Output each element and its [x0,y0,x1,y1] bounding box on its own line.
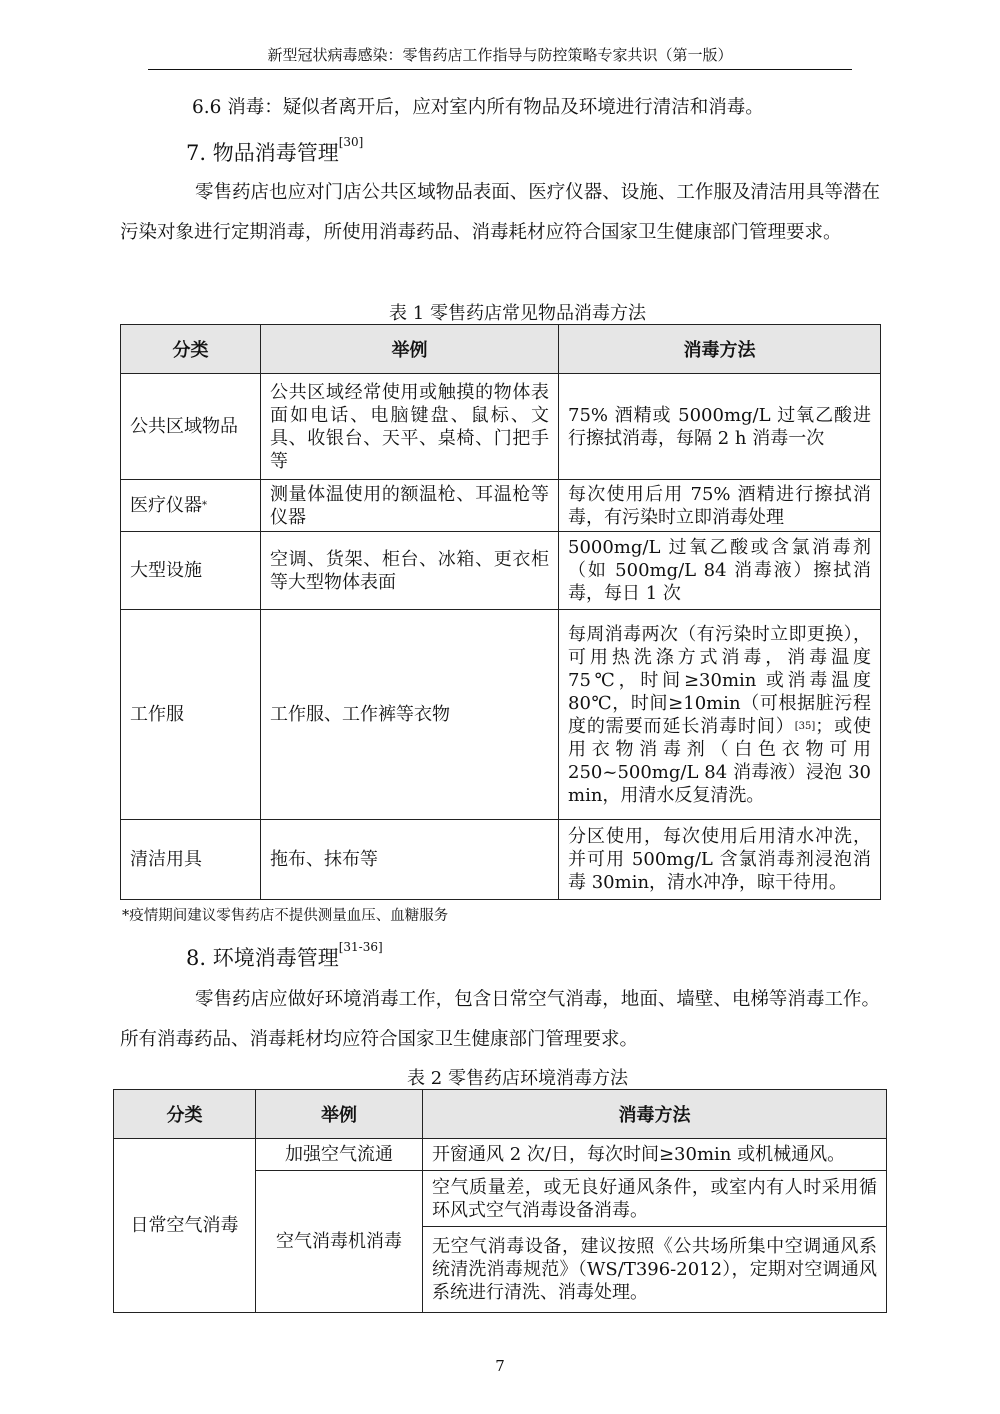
section-7-heading [186,137,363,167]
table-2-caption: 表 2 零售药店环境消毒方法 [407,1068,628,1089]
section-8-heading-text: 8. 环境消毒管理 [186,946,339,970]
row-example: 测量体温使用的额温枪、耳温枪等仪器 [261,480,559,532]
table-1 [120,324,881,900]
table-row [121,610,881,820]
table-2-header-method: 消毒方法 [423,1090,887,1139]
table-2-header-category: 分类 [114,1090,256,1139]
table-1-footnote: *疫情期间建议零售药店不提供测量血压、血糖服务 [122,908,449,924]
footnote-marker: * [202,500,207,511]
section-8-ref: [31-36] [338,940,383,954]
table-2 [113,1089,887,1313]
section-7-ref: [30] [338,135,364,149]
row-example: 公共区域经常使用或触摸的物体表面如电话、电脑键盘、鼠标、文具、收银台、天平、桌椅、门把手等 [261,374,559,480]
section-8-heading [186,942,383,972]
citation-ref: [35] [794,720,816,732]
row-category [121,480,261,532]
table-row [121,820,881,900]
section-7-paragraph: 零售药店也应对门店公共区域物品表面、医疗仪器、设施、工作服及清洁用具等潜在污染对象进行定期消毒，所使用消毒药品、消毒耗材应符合国家卫生健康部门管理要求。 [120,182,880,243]
row-category: 大型设施 [121,532,261,610]
row-method: 75% 酒精或 5000mg/L 过氧乙酸进行擦拭消毒，每隔 2 h 消毒一次 [559,374,881,480]
row-example: 加强空气流通 [256,1139,423,1171]
table-row [114,1139,887,1171]
table-1-header-row [121,325,881,374]
row-method: 空气质量差，或无良好通风条件，或室内有人时采用循环风式空气消毒设备消毒。 [423,1171,887,1227]
row-method: 开窗通风 2 次/日，每次时间≥30min 或机械通风。 [423,1139,887,1171]
row-method-text-cont: ；或使用衣物消毒剂（白色衣物可用 250~500mg/L 84 消毒液）浸泡 30 min，用清水反复清洗。 [568,715,871,806]
row-method [559,610,881,820]
row-example: 工作服、工作裤等衣物 [261,610,559,820]
table-2-header-row [114,1090,887,1139]
row-method-text: 每周消毒两次（有污染时立即更换），可用热洗涤方式消毒，消毒温度 75℃，时间≥30min 或消毒温度 80℃，时间≥10min（可根据脏污程度的需要而延长消毒时间） [568,623,871,737]
table-1-header-example: 举例 [261,325,559,374]
row-example: 拖布、抹布等 [261,820,559,900]
table-row [121,480,881,532]
header-rule [148,69,852,70]
row-example: 空调、货架、柜台、冰箱、更衣柜等大型物体表面 [261,532,559,610]
row-method: 分区使用，每次使用后用清水冲洗，并可用 500mg/L 含氯消毒剂浸泡消毒 30min，清水冲净，晾干待用。 [559,820,881,900]
table-1-header-category: 分类 [121,325,261,374]
row-category: 工作服 [121,610,261,820]
table-1-header-method: 消毒方法 [559,325,881,374]
row-example: 空气消毒机消毒 [256,1171,423,1313]
row-category: 公共区域物品 [121,374,261,480]
table-1-caption: 表 1 零售药店常见物品消毒方法 [389,303,646,324]
row-method: 无空气消毒设备，建议按照《公共场所集中空调通风系统清洗消毒规范》（WS/T396-2012），定期对空调通风系统进行清洗、消毒处理。 [423,1227,887,1313]
running-header: 新型冠状病毒感染：零售药店工作指导与防控策略专家共识（第一版） [267,46,733,64]
row-method: 5000mg/L 过氧乙酸或含氯消毒剂（如 500mg/L 84 消毒液）擦拭消毒，每日 1 次 [559,532,881,610]
row-category: 日常空气消毒 [114,1139,256,1313]
table-row [121,374,881,480]
row-method: 每次使用后用 75% 酒精进行擦拭消毒，有污染时立即消毒处理 [559,480,881,532]
row-category: 清洁用具 [121,820,261,900]
section-8-paragraph: 零售药店应做好环境消毒工作，包含日常空气消毒，地面、墙壁、电梯等消毒工作。所有消毒药品、消毒耗材均应符合国家卫生健康部门管理要求。 [120,989,880,1050]
page-number: 7 [495,1357,505,1375]
table-2-header-example: 举例 [256,1090,423,1139]
section-7-heading-text: 7. 物品消毒管理 [186,141,339,165]
table-row [121,532,881,610]
row-category-text: 医疗仪器 [130,495,202,516]
section-6-6-text: 6.6 消毒：疑似者离开后，应对室内所有物品及环境进行清洁和消毒。 [192,97,764,118]
